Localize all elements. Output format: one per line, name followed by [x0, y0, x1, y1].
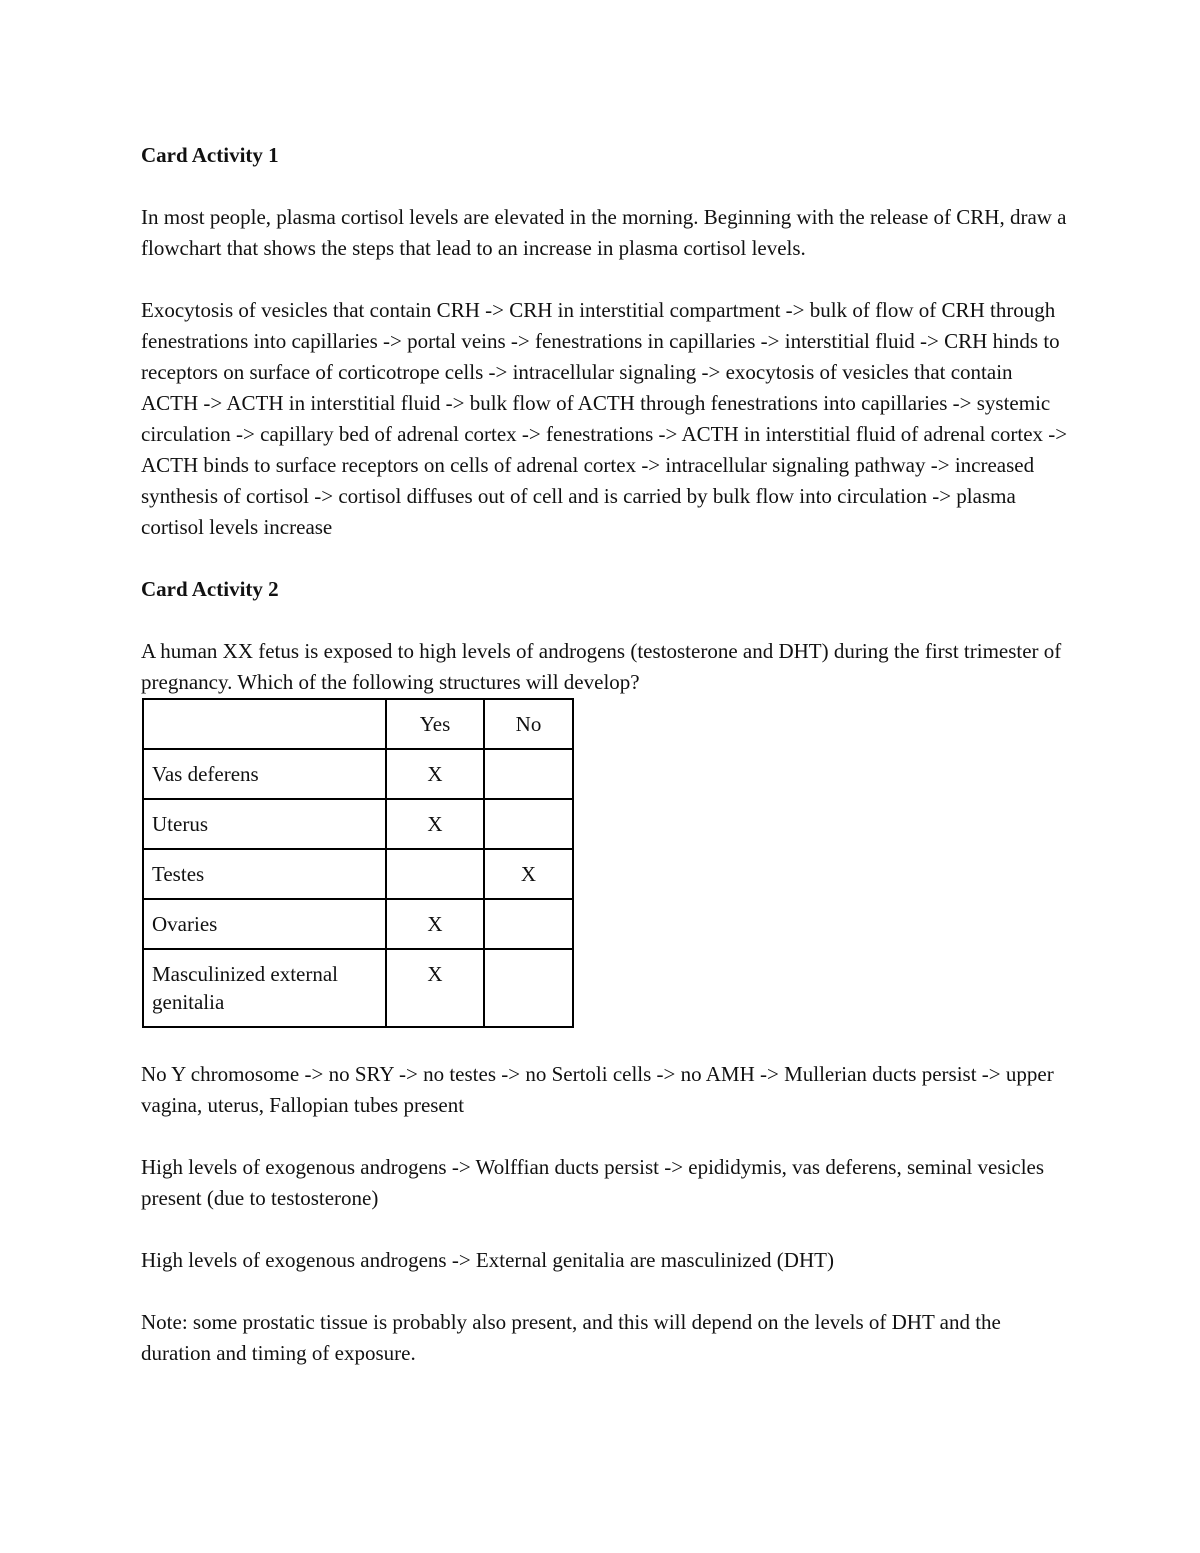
- note-paragraph: High levels of exogenous androgens -> Wolffian ducts persist -> epididymis, vas deferens, seminal vesicles present (due to testosterone): [141, 1155, 1045, 1210]
- spacer: [141, 543, 1071, 574]
- table-header-cell: Yes: [386, 699, 484, 749]
- spacer: [141, 264, 1071, 295]
- table-row: [143, 899, 573, 949]
- structure-cell: Vas deferens: [143, 749, 386, 799]
- spacer: [141, 1276, 1071, 1307]
- activity1-answer: Exocytosis of vesicles that contain CRH -> CRH in interstitial compartment -> bulk of flow of CRH through fenestrations into capillaries -> portal veins -> fenestrations in capillaries -> interstitial fluid -> CRH hinds to receptors on surface of corticotrope cells -> intracellular signaling -> exocytosis of vesicles that contain ACTH -> ACTH in interstitial fluid -> bulk flow of ACTH through fenestrations into capillaries -> systemic circulation -> capillary bed of adrenal cortex -> fenestrations -> ACTH in interstitial fluid of adrenal cortex -> ACTH binds to surface receptors on cells of adrenal cortex -> intracellular signaling pathway -> increased synthesis of cortisol -> cortisol diffuses out of cell and is carried by bulk flow into circulation -> plasma cortisol levels increase: [141, 298, 1068, 539]
- spacer: [141, 171, 1071, 202]
- document-page: [141, 140, 1071, 1369]
- spacer: [141, 1121, 1071, 1152]
- yes-cell: X: [386, 949, 484, 1027]
- activity1-question: In most people, plasma cortisol levels are elevated in the morning. Beginning with the release of CRH, draw a flowchart that shows the steps that lead to an increase in plasma cortisol levels.: [141, 205, 1067, 260]
- yes-cell: X: [386, 899, 484, 949]
- table-row: [143, 749, 573, 799]
- note-paragraph: High levels of exogenous androgens -> External genitalia are masculinized (DHT): [141, 1248, 834, 1272]
- table-row: [143, 849, 573, 899]
- table-row: [143, 799, 573, 849]
- yes-cell: [386, 849, 484, 899]
- activity2-question: A human XX fetus is exposed to high levels of androgens (testosterone and DHT) during the first trimester of pregnancy. Which of the following structures will develop?: [141, 639, 1062, 694]
- table-header-cell: [143, 699, 386, 749]
- spacer: [141, 1028, 1071, 1059]
- no-cell: [484, 949, 573, 1027]
- spacer: [141, 1214, 1071, 1245]
- no-cell: [484, 899, 573, 949]
- no-cell: [484, 799, 573, 849]
- note-paragraph: Note: some prostatic tissue is probably also present, and this will depend on the levels of DHT and the duration and timing of exposure.: [141, 1310, 1001, 1365]
- structure-cell: Masculinized external genitalia: [143, 949, 386, 1027]
- table-header-cell: No: [484, 699, 573, 749]
- no-cell: X: [484, 849, 573, 899]
- activity1-heading: Card Activity 1: [141, 143, 279, 167]
- activity2-heading: Card Activity 2: [141, 577, 279, 601]
- structures-table: [142, 698, 574, 1028]
- structure-cell: Ovaries: [143, 899, 386, 949]
- table-row: [143, 949, 573, 1027]
- yes-cell: X: [386, 749, 484, 799]
- no-cell: [484, 749, 573, 799]
- yes-cell: X: [386, 799, 484, 849]
- structure-cell: Testes: [143, 849, 386, 899]
- table-header-row: [143, 699, 573, 749]
- structure-cell: Uterus: [143, 799, 386, 849]
- spacer: [141, 605, 1071, 636]
- note-paragraph: No Y chromosome -> no SRY -> no testes -> no Sertoli cells -> no AMH -> Mullerian ducts persist -> upper vagina, uterus, Fallopian tubes present: [141, 1062, 1054, 1117]
